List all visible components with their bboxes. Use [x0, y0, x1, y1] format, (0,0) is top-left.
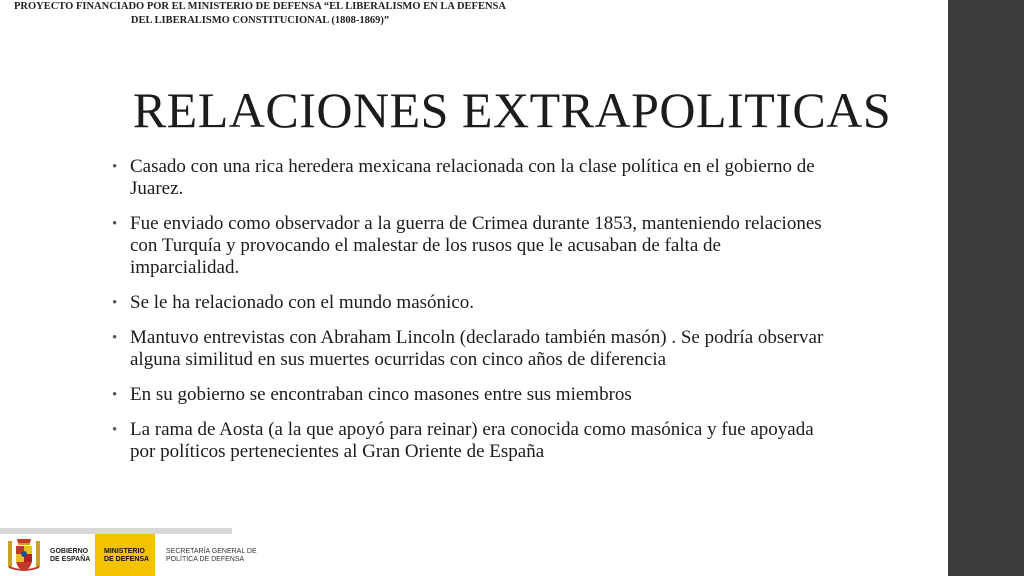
gobierno-line-2: DE ESPAÑA: [50, 556, 91, 563]
bullet-icon: •: [112, 422, 118, 438]
gobierno-de-espana-label: [50, 548, 90, 564]
ministerio-line-1: MINISTERIO: [104, 548, 145, 555]
gobierno-line-1: GOBIERNO: [50, 548, 89, 555]
secretaria-general-label: [166, 548, 257, 564]
funding-note: [0, 0, 520, 28]
bullet-icon: •: [112, 295, 118, 311]
bullet-text: Se le ha relacionado con el mundo masónico.: [130, 292, 475, 313]
bullet-text: En su gobierno se encontraban cinco masones entre sus miembros: [130, 384, 632, 405]
bullet-text: Casado con una rica heredera mexicana relacionada con la clase política en el gobierno de Juarez.: [130, 156, 815, 199]
secretaria-line-2: POLÍTICA DE DEFENSA: [166, 556, 245, 563]
bullet-item: [112, 327, 832, 371]
bullet-icon: •: [112, 216, 118, 232]
bullet-list: [112, 156, 832, 476]
bullet-icon: •: [112, 330, 118, 346]
secretaria-line-1: SECRETARÍA GENERAL DE: [166, 548, 257, 555]
bullet-item: [112, 156, 832, 200]
bullet-icon: •: [112, 387, 118, 403]
bullet-item: [112, 384, 832, 406]
bullet-text: La rama de Aosta (a la que apoyó para reinar) era conocida como masónica y fue apoyada por políticos pertenecientes al Gran Oriente de España: [130, 419, 814, 462]
funding-note-line-2: DEL LIBERALISMO CONSTITUCIONAL (1808-1869)”: [130, 15, 390, 26]
bullet-text: Mantuvo entrevistas con Abraham Lincoln (declarado también masón) . Se podría observar alguna similitud en sus muertes ocurridas con cinco años de diferencia: [130, 327, 824, 370]
ministerio-de-defensa-label: [104, 548, 149, 564]
bullet-item: [112, 419, 832, 463]
ministerio-line-2: DE DEFENSA: [104, 556, 150, 563]
footer-logos: [0, 534, 257, 576]
slide-title: RELACIONES EXTRAPOLITICAS: [132, 82, 892, 138]
spanish-coat-of-arms-icon: [6, 537, 42, 573]
right-side-band: [948, 0, 1024, 576]
bullet-item: [112, 213, 832, 279]
funding-note-line-1: PROYECTO FINANCIADO POR EL MINISTERIO DE DEFENSA “EL LIBERALISMO EN LA DEFENSA: [14, 1, 506, 12]
bullet-item: [112, 292, 832, 314]
bullet-text: Fue enviado como observador a la guerra de Crimea durante 1853, manteniendo relaciones con Turquía y provocando el malestar de los rusos que le acusaban de falta de imparcialidad.: [130, 213, 822, 278]
bullet-icon: •: [112, 159, 118, 175]
